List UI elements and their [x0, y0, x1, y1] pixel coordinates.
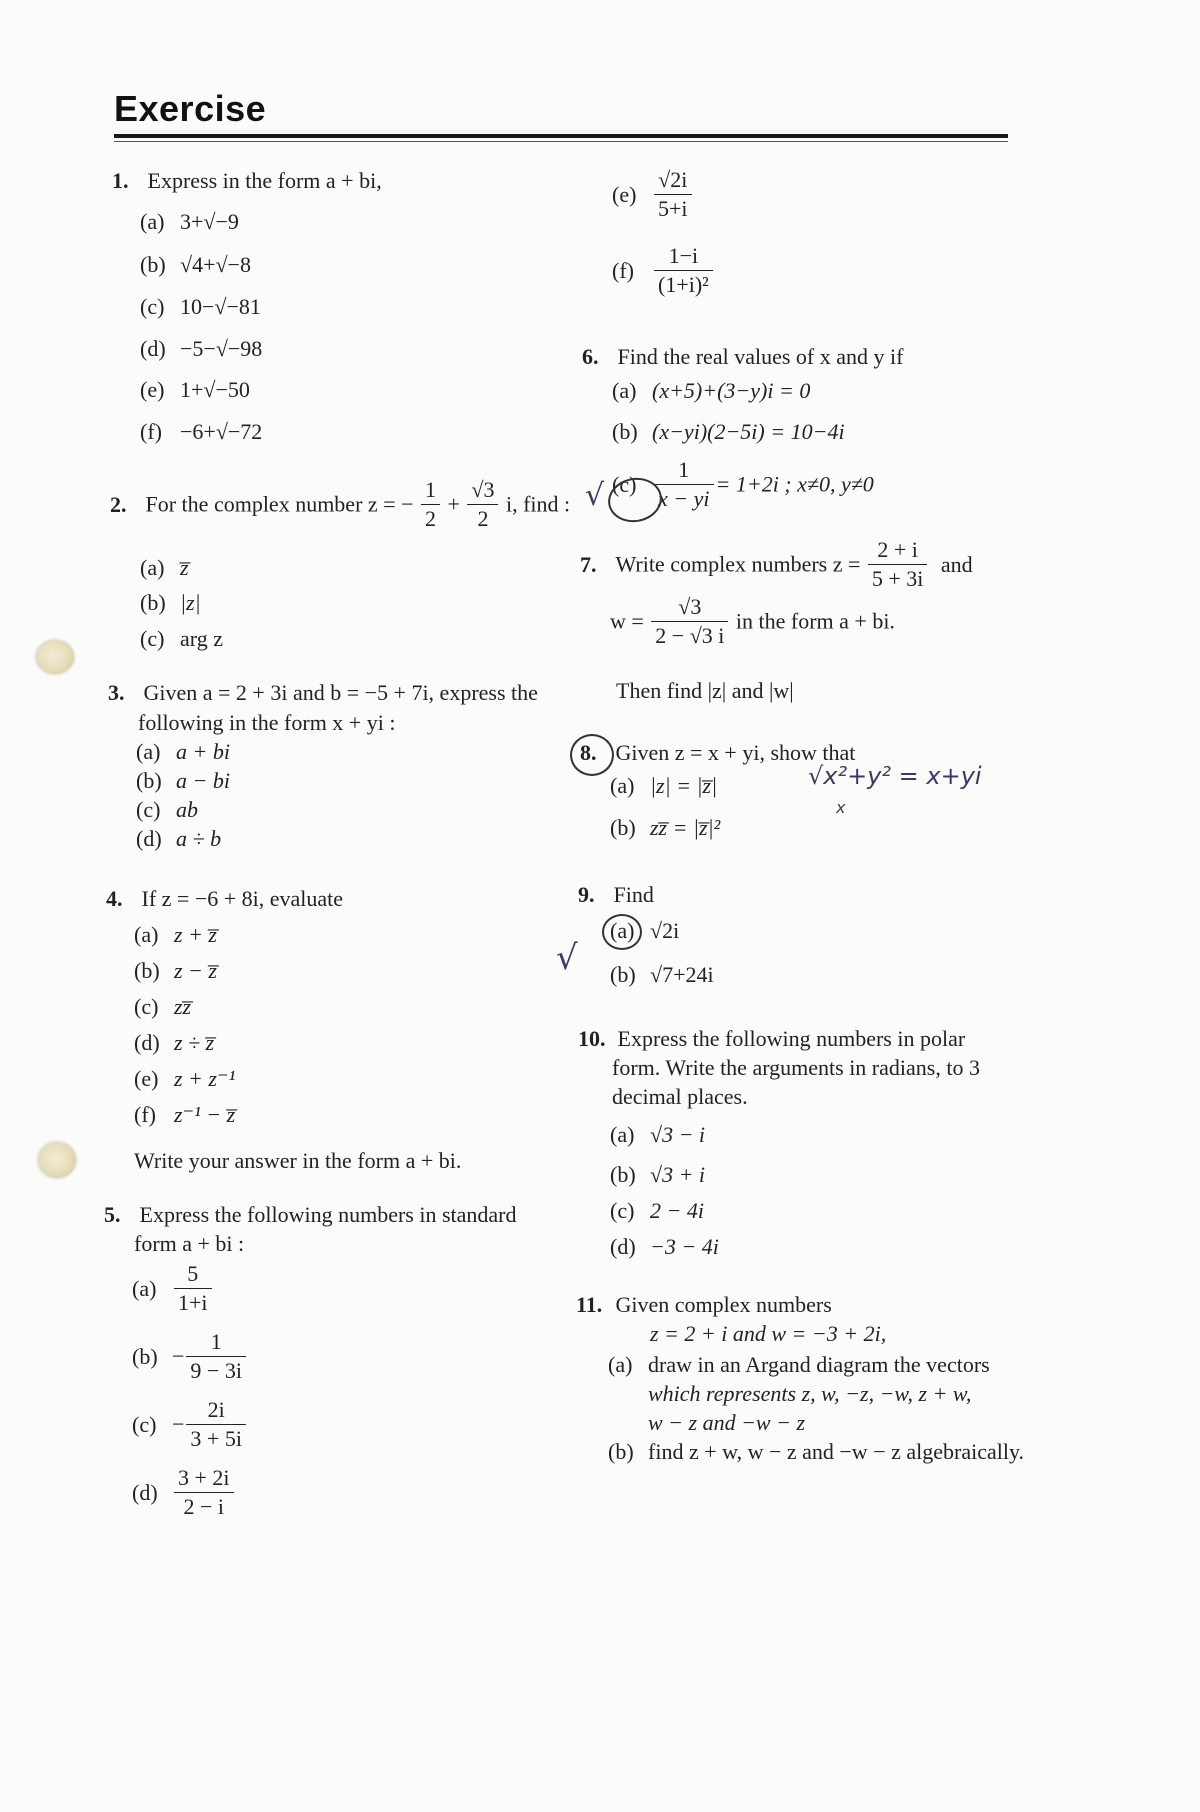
fraction-numerator: 1−i [654, 244, 713, 271]
fraction-denominator: 5 + 3i [871, 566, 924, 591]
item-expression: −6+√−72 [180, 419, 263, 444]
question-7 [580, 538, 973, 591]
and-word: and [940, 551, 973, 577]
q4-item [134, 1102, 235, 1128]
title-rule [114, 134, 1008, 138]
item-label: (c) [136, 797, 161, 822]
fraction-denominator: x − yi [658, 486, 710, 511]
fraction-numerator: 5 [174, 1262, 212, 1289]
q3-item [136, 797, 198, 823]
question-prompt: form a + bi : [134, 1231, 245, 1256]
item-expression: a + bi [176, 739, 230, 764]
item-label: (b) [610, 962, 636, 987]
answer-note: Write your answer in the form a + bi. [134, 1148, 462, 1173]
item-expression: (x−yi)(2−5i) = 10−4i [652, 419, 845, 444]
q10-item [610, 1162, 705, 1188]
item-expression: |z| = |z̅| [650, 773, 718, 798]
item-expression: a − bi [176, 768, 230, 793]
question-5-continued [134, 1231, 244, 1257]
fraction-denominator: 9 − 3i [190, 1358, 242, 1383]
q2-item [140, 555, 189, 581]
fraction [868, 538, 928, 591]
question-3 [108, 680, 538, 706]
question-11-continued [650, 1321, 886, 1347]
q1-item [140, 419, 262, 445]
item-label: (d) [140, 336, 166, 361]
fraction [654, 244, 713, 297]
item-expression: zz̅ [174, 994, 192, 1019]
q8-item [610, 773, 717, 799]
item-label: (b) [140, 590, 166, 615]
question-prompt: Write complex numbers z = [615, 551, 861, 577]
fraction-denominator: 1+i [178, 1290, 208, 1315]
hand-drawn-circle [602, 914, 642, 950]
question-number: 8. [580, 740, 597, 765]
q1-item [140, 209, 239, 235]
question-7-then [616, 678, 794, 704]
item-expression: zz̅ = |z̅|² [650, 815, 721, 840]
q1-item [140, 252, 251, 278]
question-prompt: decimal places. [612, 1084, 748, 1109]
item-expression: −3 − 4i [650, 1234, 719, 1259]
item-label: (f) [140, 419, 162, 444]
item-expression: z̅ [180, 555, 189, 580]
question-7-w [610, 595, 895, 648]
item-expression: z⁻¹ − z̅ [174, 1102, 236, 1127]
item-label: (d) [134, 1030, 160, 1055]
q2-item [140, 626, 223, 652]
q5-item [612, 244, 715, 297]
q3-item [136, 768, 230, 794]
q10-item [610, 1198, 704, 1224]
item-label: (c) [140, 626, 165, 651]
fraction-numerator: 2 + i [868, 538, 928, 565]
question-2 [110, 478, 570, 531]
item-label: (a) [608, 1352, 633, 1377]
q3-item [136, 739, 230, 765]
hand-drawn-circle [570, 734, 614, 776]
question-prompt: Express in the form a + bi, [147, 168, 382, 193]
fraction-numerator: 1 [654, 458, 714, 485]
question-number: 2. [110, 491, 127, 517]
question-number: 11. [576, 1292, 603, 1317]
item-label: (f) [612, 257, 634, 283]
fraction [651, 595, 728, 648]
item-expression: |z| [180, 590, 201, 615]
question-number: 9. [578, 882, 595, 907]
stain-mark [36, 640, 74, 674]
item-expression: z + z̅ [174, 922, 217, 947]
question-number: 6. [582, 344, 599, 369]
item-expression: z ÷ z̅ [174, 1030, 215, 1055]
item-expression: √2i [650, 918, 680, 943]
fraction-denominator: 2 [424, 506, 436, 531]
question-prompt: form. Write the arguments in radians, to 3 [612, 1055, 980, 1080]
question-prompt: Given complex numbers [615, 1292, 832, 1317]
q4-item [134, 922, 217, 948]
item-label: (b) [608, 1439, 634, 1464]
item-label: (a) [610, 773, 635, 798]
fraction-numerator: 2i [186, 1398, 246, 1425]
item-label: (a) [134, 922, 159, 947]
item-text: w − z and −w − z [648, 1410, 806, 1435]
q4-note [134, 1148, 461, 1174]
question-number: 1. [112, 168, 129, 193]
item-label: (f) [134, 1102, 156, 1127]
q4-item [134, 1066, 235, 1092]
q5-item [132, 1398, 248, 1451]
question-prompt: Express the following numbers in polar [617, 1026, 966, 1051]
item-expression: 1+√−50 [180, 377, 250, 402]
item-label: (a) [132, 1275, 157, 1301]
item-expression: √3 + i [650, 1162, 706, 1187]
item-label: (c) [612, 471, 637, 497]
w-suffix: in the form a + bi. [735, 608, 895, 634]
fraction [186, 1330, 246, 1383]
check-mark-icon: √ [556, 938, 578, 978]
item-expression: 2 − 4i [650, 1198, 704, 1223]
item-text: find z + w, w − z and −w − z algebraically. [648, 1439, 1025, 1464]
fraction-numerator: 1 [186, 1330, 246, 1357]
fraction-denominator: 2 − i [183, 1494, 225, 1519]
item-label: (b) [136, 768, 162, 793]
q4-item [134, 994, 191, 1020]
question-prompt: Given z = x + yi, show that [615, 740, 856, 765]
q5-item [132, 1262, 214, 1315]
q4-item [134, 958, 217, 984]
fraction-numerator: √3 [467, 478, 498, 505]
question-prompt: Given a = 2 + 3i and b = −5 + 7i, express the [143, 680, 538, 705]
item-expression: −5−√−98 [180, 336, 263, 361]
item-label: (c) [610, 1198, 635, 1223]
question-10-continued [612, 1084, 748, 1110]
question-prompt: Then find |z| and |w| [616, 678, 794, 703]
question-number: 5. [104, 1202, 121, 1227]
fraction [421, 478, 440, 531]
check-mark-icon: √ [585, 478, 605, 513]
fraction-numerator: 3 + 2i [174, 1466, 234, 1493]
item-expression: a ÷ b [176, 826, 222, 851]
item-label: (b) [132, 1343, 158, 1369]
given-values: z = 2 + i and w = −3 + 2i, [650, 1321, 887, 1346]
stain-mark [38, 1142, 76, 1178]
item-expression: √7+24i [650, 962, 714, 987]
question-6 [582, 344, 903, 370]
question-prompt: Express the following numbers in standard [139, 1202, 517, 1227]
item-label: (b) [612, 419, 638, 444]
item-label: (c) [134, 994, 159, 1019]
item-expression: 3+√−9 [180, 209, 239, 234]
question-4 [106, 886, 343, 912]
item-label: (a) [610, 918, 635, 943]
question-prompt: If z = −6 + 8i, evaluate [141, 886, 344, 911]
fraction-denominator: 5+i [658, 196, 688, 221]
question-5 [104, 1202, 517, 1228]
item-label: (e) [134, 1066, 159, 1091]
item-expression: √4+√−8 [180, 252, 251, 277]
fraction [467, 478, 498, 531]
q11-item [608, 1352, 990, 1378]
q5-item [132, 1466, 236, 1519]
page-title: Exercise [114, 88, 267, 129]
question-10 [578, 1026, 965, 1052]
q6-item [612, 378, 810, 404]
question-prompt: Find the real values of x and y if [617, 344, 904, 369]
item-text: draw in an Argand diagram the vectors [648, 1352, 990, 1377]
fraction-numerator: 1 [421, 478, 440, 505]
sign: − [172, 1343, 185, 1369]
q3-item [136, 826, 221, 852]
fraction-denominator: 2 [477, 506, 489, 531]
q8-item [610, 815, 720, 841]
equation-rest: = 1+2i ; x≠0, y≠0 [715, 471, 874, 497]
fraction [174, 1262, 212, 1315]
question-prompt: following in the form x + yi : [138, 710, 396, 735]
fraction [174, 1466, 234, 1519]
fraction [654, 168, 692, 221]
question-prompt: For the complex number z = − [145, 491, 414, 517]
q11-item [608, 1439, 1024, 1465]
q10-item [610, 1234, 719, 1260]
q1-item [140, 377, 250, 403]
question-1 [112, 168, 382, 194]
item-expression: (x+5)+(3−y)i = 0 [652, 378, 811, 403]
item-expression: arg z [180, 626, 223, 651]
q11-item-continued [648, 1410, 805, 1436]
item-label: (a) [140, 209, 165, 234]
question-number: 3. [108, 680, 125, 705]
item-label: (e) [140, 377, 165, 402]
item-label: (b) [134, 958, 160, 983]
item-expression: √3 − i [650, 1122, 706, 1147]
question-number: 7. [580, 551, 597, 577]
fraction-denominator: (1+i)² [658, 272, 709, 297]
question-3-continued [138, 710, 395, 736]
q1-item [140, 294, 261, 320]
fraction [654, 458, 714, 511]
q11-item-continued [648, 1381, 971, 1407]
question-prompt: Find [613, 882, 654, 907]
item-label: (c) [132, 1411, 157, 1437]
question-10-continued [612, 1055, 980, 1081]
item-label: (c) [140, 294, 165, 319]
q5-item [612, 168, 694, 221]
item-label: (a) [140, 555, 165, 580]
fraction-numerator: √3 [651, 595, 728, 622]
item-label: (b) [140, 252, 166, 277]
plus-sign: + [447, 491, 460, 517]
question-prompt-end: i, find : [505, 491, 571, 517]
item-label: (d) [610, 1234, 636, 1259]
question-number: 10. [578, 1026, 606, 1051]
fraction-numerator: √2i [654, 168, 692, 195]
handwritten-note: √x²+y² = x+yi [808, 762, 982, 790]
item-label: (b) [610, 1162, 636, 1187]
fraction-denominator: 3 + 5i [190, 1426, 242, 1451]
item-expression: 10−√−81 [180, 294, 261, 319]
q1-item [140, 336, 262, 362]
q6-item [612, 419, 845, 445]
fraction-denominator: 2 − √3 i [655, 623, 725, 648]
question-9 [578, 882, 654, 908]
question-11 [576, 1292, 832, 1318]
item-text: which represents z, w, −z, −w, z + w, [648, 1381, 972, 1406]
q9-item [610, 962, 714, 988]
item-label: (b) [610, 815, 636, 840]
handwritten-note: x [836, 798, 846, 817]
item-label: (a) [612, 378, 637, 403]
q4-item [134, 1030, 214, 1056]
title-rule-thin [114, 141, 1008, 142]
item-label: (e) [612, 181, 637, 207]
item-label: (d) [136, 826, 162, 851]
q2-item [140, 590, 201, 616]
item-expression: ab [176, 797, 198, 822]
item-label: (a) [136, 739, 161, 764]
item-expression: z − z̅ [174, 958, 217, 983]
sign: − [172, 1411, 185, 1437]
q5-item [132, 1330, 248, 1383]
w-prefix: w = [610, 608, 644, 634]
item-expression: z + z⁻¹ [174, 1066, 236, 1091]
question-number: 4. [106, 886, 123, 911]
item-label: (d) [132, 1479, 158, 1505]
fraction [186, 1398, 246, 1451]
q10-item [610, 1122, 705, 1148]
item-label: (a) [610, 1122, 635, 1147]
